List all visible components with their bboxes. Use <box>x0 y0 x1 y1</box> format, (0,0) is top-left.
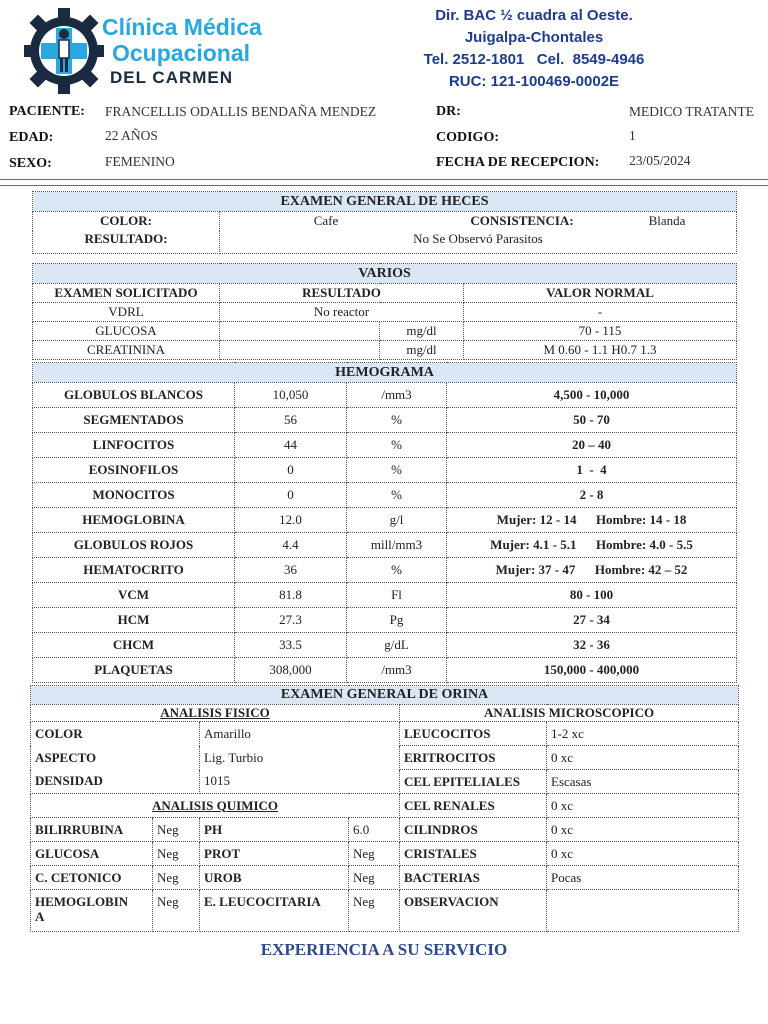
varios-title: VARIOS <box>33 264 737 284</box>
clinic-name-line2: Ocupacional <box>112 40 251 66</box>
hemograma-test-normal: Mujer: 4.1 - 5.1 Hombre: 4.0 - 5.5 <box>447 533 737 558</box>
table-row <box>33 583 737 608</box>
quimico-value: Neg <box>153 866 200 890</box>
micro-value: 0 xc <box>547 794 739 818</box>
hemograma-test-normal: Mujer: 37 - 47 Hombre: 42 – 52 <box>447 558 737 583</box>
varios-header-exam: EXAMEN SOLICITADO <box>33 284 220 303</box>
hemograma-test-value: 308,000 <box>235 658 347 683</box>
heces-table <box>32 191 737 254</box>
micro-value: Pocas <box>547 866 739 890</box>
hemograma-test-unit: % <box>347 458 447 483</box>
hemograma-test-name: HEMOGLOBINA <box>33 508 235 533</box>
varios-result: No reactor <box>220 303 464 322</box>
fisico-value: Lig. Turbio <box>200 746 400 770</box>
hemograma-test-unit: Pg <box>347 608 447 633</box>
hemograma-test-value: 56 <box>235 408 347 433</box>
hemograma-test-value: 81.8 <box>235 583 347 608</box>
hemograma-test-normal: 32 - 36 <box>447 633 737 658</box>
micro-value: 0 xc <box>547 746 739 770</box>
quimico-label: PROT <box>200 842 349 866</box>
footer-slogan: EXPERIENCIA A SU SERVICIO <box>260 940 508 959</box>
heces-result-label: RESULTADO: <box>33 231 220 254</box>
varios-result <box>220 322 380 341</box>
hemograma-test-unit: mill/mm3 <box>347 533 447 558</box>
hemograma-test-name: MONOCITOS <box>33 483 235 508</box>
table-row <box>33 458 737 483</box>
hemograma-test-unit: /mm3 <box>347 658 447 683</box>
orina-table <box>30 685 739 932</box>
hemograma-test-normal: 150,000 - 400,000 <box>447 658 737 683</box>
heces-color-label: COLOR: <box>33 212 220 231</box>
hemograma-title: HEMOGRAMA <box>33 363 737 383</box>
quimico-label: GLUCOSA <box>31 842 153 866</box>
quimico-value: Neg <box>153 842 200 866</box>
clinic-city: Juigalpa-Chontales <box>464 29 604 46</box>
hemograma-test-normal: 2 - 8 <box>447 483 737 508</box>
date-value: 23/05/2024 <box>629 153 691 168</box>
fisico-value: 1015 <box>200 770 400 794</box>
heces-consistency-value: Blanda <box>648 213 686 229</box>
patient-sex: FEMENINO <box>105 154 175 169</box>
quimico-label-multiline <box>31 890 153 932</box>
patient-name: FRANCELLIS ODALLIS BENDAÑA MENDEZ <box>105 104 377 119</box>
hemograma-test-name: HCM <box>33 608 235 633</box>
hemograma-test-name: GLOBULOS ROJOS <box>33 533 235 558</box>
quimico-value: Neg <box>153 890 200 932</box>
micro-label: CILINDROS <box>400 818 547 842</box>
varios-exam: VDRL <box>33 303 220 322</box>
code-label: CODIGO: <box>436 130 499 145</box>
orina-micro-title: ANALISIS MICROSCOPICO <box>400 705 739 722</box>
hemograma-test-value: 33.5 <box>235 633 347 658</box>
varios-result <box>220 341 380 360</box>
hemograma-test-unit: g/l <box>347 508 447 533</box>
quimico-label: E. LEUCOCITARIA <box>200 890 349 932</box>
varios-exam: CREATININA <box>33 341 220 360</box>
orina-fisico-title: ANALISIS FISICO <box>31 705 400 722</box>
fisico-label: COLOR <box>31 722 200 746</box>
doctor-label: DR: <box>436 104 461 119</box>
micro-label: CEL RENALES <box>400 794 547 818</box>
hemograma-test-name: GLOBULOS BLANCOS <box>33 383 235 408</box>
varios-header-normal: VALOR NORMAL <box>464 284 737 303</box>
micro-value: Escasas <box>547 770 739 794</box>
hemograma-rows <box>33 383 737 683</box>
varios-unit: mg/dl <box>380 341 464 360</box>
clinic-name-line3: DEL CARMEN <box>110 68 234 87</box>
quimico-label: UROB <box>200 866 349 890</box>
quimico-label-wrap: A <box>35 909 45 924</box>
patient-age: 22 AÑOS <box>105 128 158 143</box>
table-row <box>33 508 737 533</box>
hemograma-test-normal: 80 - 100 <box>447 583 737 608</box>
orina-title: EXAMEN GENERAL DE ORINA <box>31 686 739 705</box>
micro-label: OBSERVACION <box>400 890 547 932</box>
clinic-ruc: RUC: 121-100469-0002E <box>448 73 620 90</box>
hemograma-test-name: LINFOCITOS <box>33 433 235 458</box>
quimico-value: Neg <box>349 866 400 890</box>
quimico-label: C. CETONICO <box>31 866 153 890</box>
fisico-value: Amarillo <box>200 722 400 746</box>
hemograma-test-unit: % <box>347 433 447 458</box>
patient-age-label: EDAD: <box>9 130 54 145</box>
header-divider <box>0 179 768 186</box>
hemograma-test-value: 10,050 <box>235 383 347 408</box>
table-row <box>33 558 737 583</box>
varios-exam: GLUCOSA <box>33 322 220 341</box>
varios-normal: M 0.60 - 1.1 H0.7 1.3 <box>464 341 737 360</box>
hemograma-test-normal: 1 - 4 <box>447 458 737 483</box>
patient-name-label: PACIENTE: <box>9 104 85 119</box>
hemograma-test-value: 0 <box>235 458 347 483</box>
hemograma-test-name: SEGMENTADOS <box>33 408 235 433</box>
table-row <box>33 633 737 658</box>
hemograma-test-value: 4.4 <box>235 533 347 558</box>
quimico-value: Neg <box>153 818 200 842</box>
table-row <box>33 483 737 508</box>
hemograma-test-unit: /mm3 <box>347 383 447 408</box>
heces-title: EXAMEN GENERAL DE HECES <box>33 192 737 212</box>
heces-result-value: No Se Observó Parasitos <box>220 231 737 254</box>
quimico-label: PH <box>200 818 349 842</box>
micro-value: 0 xc <box>547 842 739 866</box>
table-row <box>33 341 737 360</box>
micro-label: ERITROCITOS <box>400 746 547 770</box>
quimico-value: Neg <box>349 890 400 932</box>
varios-unit: mg/dl <box>380 322 464 341</box>
varios-table <box>32 263 737 360</box>
table-row <box>33 658 737 683</box>
table-row <box>33 322 737 341</box>
micro-value <box>547 890 739 932</box>
fisico-label: ASPECTO <box>31 746 200 770</box>
table-row <box>33 408 737 433</box>
hemograma-test-unit: g/dL <box>347 633 447 658</box>
quimico-value: 6.0 <box>349 818 400 842</box>
quimico-label: HEMOGLOBIN <box>35 894 129 909</box>
hemograma-test-value: 12.0 <box>235 508 347 533</box>
hemograma-test-normal: 27 - 34 <box>447 608 737 633</box>
quimico-value: Neg <box>349 842 400 866</box>
heces-consistency-label: CONSISTENCIA: <box>470 213 574 229</box>
hemograma-test-value: 0 <box>235 483 347 508</box>
hemograma-test-name: HEMATOCRITO <box>33 558 235 583</box>
hemograma-test-name: PLAQUETAS <box>33 658 235 683</box>
hemograma-test-unit: % <box>347 558 447 583</box>
table-row <box>33 608 737 633</box>
hemograma-table <box>32 362 737 683</box>
hemograma-test-unit: % <box>347 483 447 508</box>
micro-value: 1-2 xc <box>547 722 739 746</box>
hemograma-test-value: 27.3 <box>235 608 347 633</box>
varios-header-result: RESULTADO <box>220 284 464 303</box>
hemograma-test-name: VCM <box>33 583 235 608</box>
varios-normal: - <box>464 303 737 322</box>
micro-value: 0 xc <box>547 818 739 842</box>
hemograma-test-value: 44 <box>235 433 347 458</box>
gear-cross-icon <box>24 4 104 94</box>
table-row <box>33 533 737 558</box>
heces-color-value: Cafe <box>313 213 339 229</box>
clinic-address: Dir. BAC ½ cuadra al Oeste. <box>435 7 633 24</box>
hemograma-test-name: CHCM <box>33 633 235 658</box>
code-value: 1 <box>629 128 636 143</box>
orina-quimico-title: ANALISIS QUIMICO <box>31 794 400 818</box>
table-row <box>33 303 737 322</box>
quimico-label: BILIRRUBINA <box>31 818 153 842</box>
clinic-phones: Tel. 2512-1801 Cel. 8549-4946 <box>423 51 645 68</box>
date-label: FECHA DE RECEPCION: <box>436 155 600 170</box>
micro-label: CEL EPITELIALES <box>400 770 547 794</box>
doctor-value: MEDICO TRATANTE <box>629 104 755 119</box>
hemograma-test-normal: 20 – 40 <box>447 433 737 458</box>
micro-label: BACTERIAS <box>400 866 547 890</box>
hemograma-test-normal: 50 - 70 <box>447 408 737 433</box>
hemograma-test-value: 36 <box>235 558 347 583</box>
clinic-name-line1: Clínica Médica <box>102 14 262 40</box>
micro-label: LEUCOCITOS <box>400 722 547 746</box>
hemograma-test-unit: Fl <box>347 583 447 608</box>
varios-normal: 70 - 115 <box>464 322 737 341</box>
patient-sex-label: SEXO: <box>9 156 52 171</box>
fisico-label: DENSIDAD <box>31 770 200 794</box>
hemograma-test-normal: 4,500 - 10,000 <box>447 383 737 408</box>
table-row <box>33 433 737 458</box>
clinic-logo <box>24 4 104 94</box>
heces-color-row <box>220 212 737 231</box>
hemograma-test-name: EOSINOFILOS <box>33 458 235 483</box>
hemograma-test-normal: Mujer: 12 - 14 Hombre: 14 - 18 <box>447 508 737 533</box>
hemograma-test-unit: % <box>347 408 447 433</box>
micro-label: CRISTALES <box>400 842 547 866</box>
table-row <box>33 383 737 408</box>
